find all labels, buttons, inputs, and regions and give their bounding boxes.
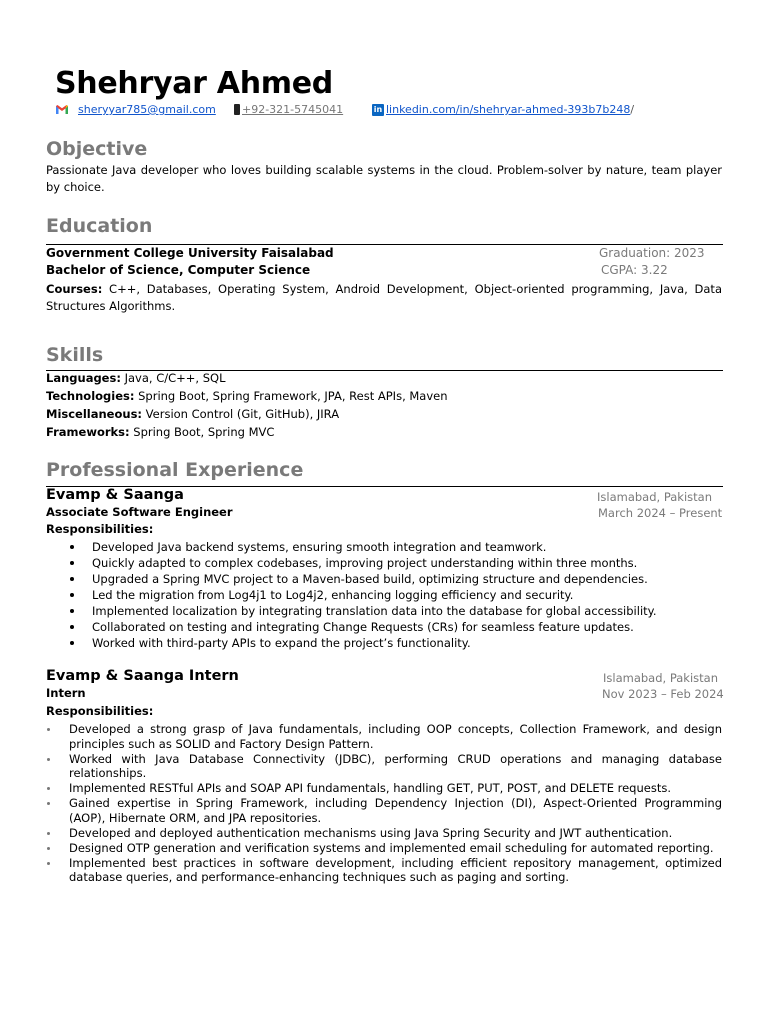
education-rule	[46, 244, 723, 245]
skill-value: Java, C/C++, SQL	[124, 371, 226, 385]
bullet-text: Gained expertise in Spring Framework, including Dependency Injection (DI), Aspect-Oriented Programming (AOP), Hibernate ORM, and JPA repositories.	[69, 796, 722, 825]
cgpa: CGPA: 3.22	[601, 263, 668, 277]
objective-title: Objective	[46, 138, 148, 160]
courses-text: C++, Databases, Operating System, Android Development, Object-oriented programming, Java, Data Structures Algorithms.	[46, 282, 722, 313]
list-item	[46, 635, 722, 651]
bullet-text: Developed Java backend systems, ensuring smooth integration and teamwork.	[92, 540, 547, 554]
list-item	[46, 603, 722, 619]
education-degree-row	[46, 263, 722, 280]
school-name: Government College University Faisalabad	[46, 246, 334, 260]
education-school-row	[46, 246, 722, 263]
list-item	[46, 796, 722, 825]
linkedin-trail: /	[630, 103, 635, 116]
list-item	[46, 587, 722, 603]
list-item	[46, 781, 722, 796]
bullet-icon	[70, 545, 74, 549]
list-item	[46, 722, 722, 751]
skill-value: Spring Boot, Spring MVC	[133, 425, 275, 439]
bullet-icon	[47, 787, 50, 790]
list-item	[46, 555, 722, 571]
bullet-icon	[70, 577, 74, 581]
contact-bar	[0, 103, 768, 121]
bullet-icon	[47, 862, 50, 865]
skill-value: Version Control (Git, GitHub), JIRA	[145, 407, 340, 421]
list-item	[46, 841, 722, 856]
skill-frameworks	[46, 425, 274, 439]
bullet-icon	[47, 847, 50, 850]
graduation-date: Graduation: 2023	[599, 246, 705, 260]
skill-label: Miscellaneous:	[46, 407, 143, 421]
phone-icon	[234, 104, 240, 115]
email-contact	[55, 103, 216, 116]
job-location: Islamabad, Pakistan	[603, 671, 718, 685]
bullet-icon	[70, 641, 74, 645]
education-title: Education	[46, 215, 153, 237]
linkedin-icon: in	[373, 105, 383, 114]
skill-miscellaneous	[46, 407, 339, 421]
bullet-text: Implemented RESTful APIs and SOAP API fundamentals, handling GET, PUT, POST, and DELETE requests.	[69, 781, 671, 795]
bullet-text: Designed OTP generation and verification systems and implemented email scheduling for automated reporting.	[69, 840, 714, 855]
linkedin-link[interactable]: linkedin.com/in/shehryar-ahmed-393b7b248	[386, 103, 631, 116]
bullet-text: Worked with Java Database Connectivity (JDBC), performing CRUD operations and managing database relationships.	[69, 751, 722, 780]
bullet-text: Implemented best practices in software development, including efficient repository management, optimized database queries, and performance-enhancing techniques such as paging and sorting.	[69, 855, 722, 884]
bullet-text: Developed a strong grasp of Java fundamentals, including OOP concepts, Collection Framework, and design principles such as SOLID and Factory Design Pattern.	[69, 722, 722, 751]
skill-value: Spring Boot, Spring Framework, JPA, Rest APIs, Maven	[138, 389, 448, 403]
gmail-icon	[55, 104, 69, 115]
phone-contact	[234, 103, 343, 116]
skill-label: Technologies:	[46, 389, 135, 403]
skill-label: Frameworks:	[46, 425, 130, 439]
job-dates: March 2024 – Present	[598, 506, 723, 520]
responsibilities-label: Responsibilities:	[46, 704, 154, 718]
phone-link[interactable]: +92-321-5745041	[242, 103, 344, 116]
bullet-icon	[47, 758, 50, 761]
job-company: Evamp & Saanga	[46, 487, 184, 503]
bullet-text: Worked with third-party APIs to expand the project’s functionality.	[92, 636, 471, 650]
job-role: Intern	[46, 686, 86, 700]
responsibilities-label: Responsibilities:	[46, 522, 154, 536]
courses-label: Courses:	[46, 282, 103, 296]
job-bullets	[46, 722, 722, 885]
job-location: Islamabad, Pakistan	[597, 490, 712, 504]
candidate-name: Shehryar Ahmed	[55, 66, 333, 101]
bullet-icon	[47, 802, 50, 805]
list-item	[46, 619, 722, 635]
list-item	[46, 539, 722, 555]
skill-languages	[46, 371, 225, 385]
skills-title: Skills	[46, 344, 104, 366]
bullet-text: Upgraded a Spring MVC project to a Maven-based build, optimizing structure and dependencies.	[92, 572, 648, 586]
list-item	[46, 752, 722, 781]
job-role: Associate Software Engineer	[46, 505, 233, 519]
objective-text: Passionate Java developer who loves building scalable systems in the cloud. Problem-solver by nature, team player by choice.	[46, 163, 722, 194]
skill-technologies	[46, 389, 448, 403]
job-company: Evamp & Saanga Intern	[46, 668, 239, 684]
bullet-icon	[47, 832, 50, 835]
email-link[interactable]: sheryyar785@gmail.com	[78, 103, 216, 116]
linkedin-contact	[372, 103, 634, 116]
job-dates: Nov 2023 – Feb 2024	[602, 687, 724, 701]
bullet-text: Quickly adapted to complex codebases, improving project understanding within three months.	[92, 556, 638, 570]
bullet-text: Led the migration from Log4j1 to Log4j2, enhancing logging efficiency and security.	[92, 588, 574, 602]
bullet-text: Collaborated on testing and integrating Change Requests (CRs) for seamless feature updates.	[92, 620, 634, 634]
bullet-icon	[70, 561, 74, 565]
bullet-text: Developed and deployed authentication mechanisms using Java Spring Security and JWT authentication.	[69, 825, 673, 840]
bullet-icon	[70, 625, 74, 629]
bullet-icon	[47, 728, 50, 731]
skill-label: Languages:	[46, 371, 121, 385]
list-item	[46, 571, 722, 587]
bullet-icon	[70, 593, 74, 597]
list-item	[46, 826, 722, 841]
experience-title: Professional Experience	[46, 459, 304, 481]
list-item	[46, 856, 722, 885]
degree-name: Bachelor of Science, Computer Science	[46, 263, 311, 277]
job-bullets	[46, 539, 722, 651]
bullet-text: Implemented localization by integrating translation data into the database for global accessibility.	[92, 604, 657, 618]
courses	[46, 281, 722, 315]
bullet-icon	[70, 609, 74, 613]
